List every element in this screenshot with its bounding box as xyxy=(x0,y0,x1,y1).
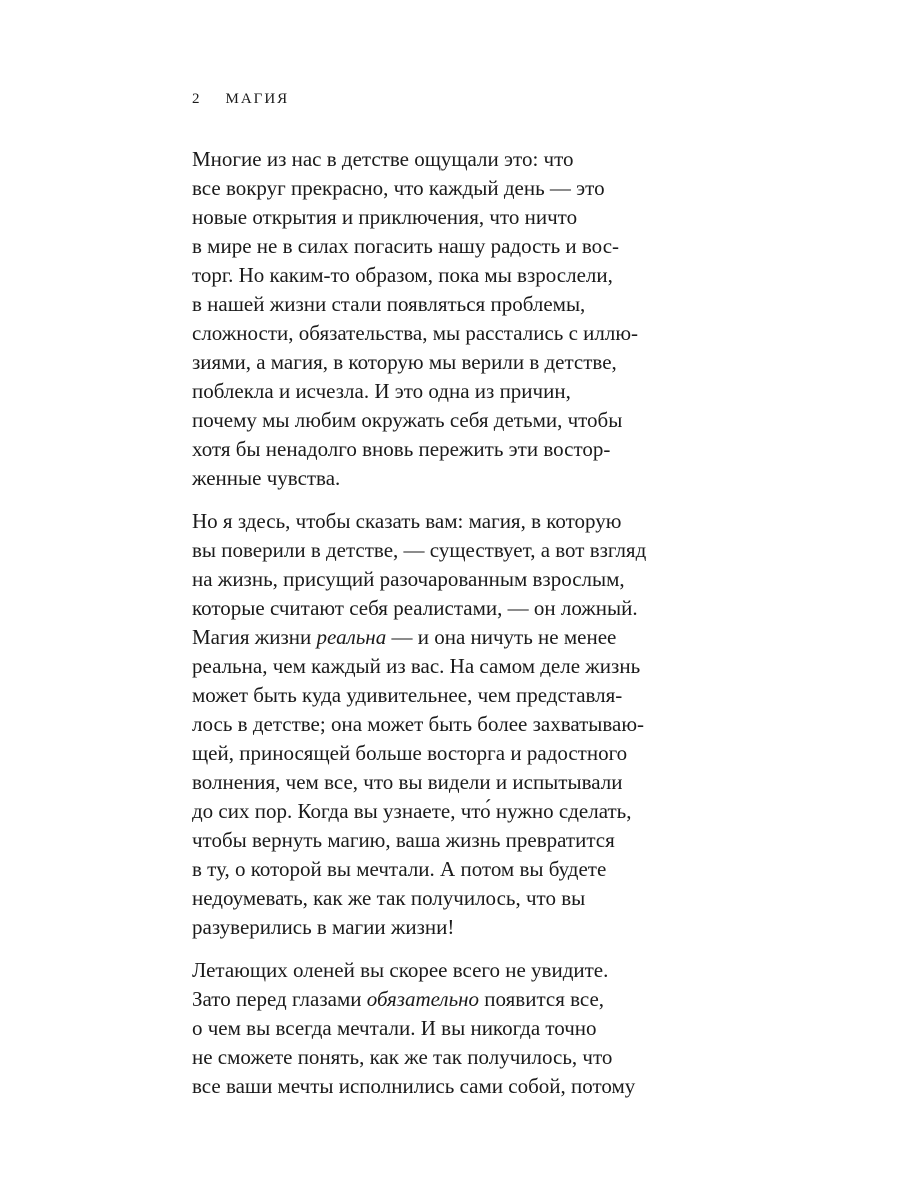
running-head xyxy=(192,88,289,110)
chapter-title: МАГИЯ xyxy=(225,91,290,107)
paragraph xyxy=(192,507,712,942)
page-number: 2 xyxy=(192,91,202,107)
text-line: торг. Но каким-то образом, пока мы взрослели, xyxy=(192,263,613,287)
text-line: лось в детстве; она может быть более захватываю- xyxy=(192,712,645,736)
text-line: чтобы вернуть магию, ваша жизнь превратится xyxy=(192,828,615,852)
text-line: разуверились в магии жизни! xyxy=(192,915,455,939)
paragraph xyxy=(192,956,712,1101)
emphasis-text: реальна xyxy=(316,625,387,649)
text-line: не сможете понять, как же так получилось, что xyxy=(192,1045,613,1069)
text-line: Но я здесь, чтобы сказать вам: магия, в которую xyxy=(192,509,622,533)
text-line: которые считают себя реалистами, — он ложный. xyxy=(192,596,638,620)
emphasis-text: обязательно xyxy=(366,987,480,1011)
text-line: все ваши мечты исполнились сами собой, потому xyxy=(192,1074,636,1098)
text-line: на жизнь, присущий разочарованным взрослым, xyxy=(192,567,625,591)
text-line: сложности, обязательства, мы расстались с иллю- xyxy=(192,321,639,345)
text-run: Зато перед глазами xyxy=(192,987,367,1011)
text-line: Многие из нас в детстве ощущали это: что xyxy=(192,147,574,171)
body-text xyxy=(192,145,712,1115)
text-run: — и она ничуть не менее xyxy=(386,625,617,649)
text-line: до сих пор. Когда вы узнаете, что́ нужно сделать, xyxy=(192,799,632,823)
text-line: зиями, а магия, в которую мы верили в детстве, xyxy=(192,350,617,374)
text-line: в ту, о которой вы мечтали. А потом вы будете xyxy=(192,857,607,881)
text-line: вы поверили в детстве, — существует, а вот взгляд xyxy=(192,538,647,562)
text-line: поблекла и исчезла. И это одна из причин, xyxy=(192,379,571,403)
text-line: хотя бы ненадолго вновь пережить эти востор- xyxy=(192,437,611,461)
text-line: женные чувства. xyxy=(192,466,341,490)
text-line: о чем вы всегда мечтали. И вы никогда точно xyxy=(192,1016,597,1040)
text-line: недоумевать, как же так получилось, что вы xyxy=(192,886,586,910)
text-line: волнения, чем все, что вы видели и испытывали xyxy=(192,770,623,794)
text-line: все вокруг прекрасно, что каждый день — это xyxy=(192,176,605,200)
text-line: реальна, чем каждый из вас. На самом деле жизнь xyxy=(192,654,641,678)
text-line: новые открытия и приключения, что ничто xyxy=(192,205,578,229)
text-line: Летающих оленей вы скорее всего не увидите. xyxy=(192,958,609,982)
text-line: почему мы любим окружать себя детьми, чтобы xyxy=(192,408,623,432)
text-line: может быть куда удивительнее, чем представля- xyxy=(192,683,623,707)
paragraph xyxy=(192,145,712,493)
text-line: щей, приносящей больше восторга и радостного xyxy=(192,741,628,765)
text-line: в нашей жизни стали появляться проблемы, xyxy=(192,292,586,316)
text-line xyxy=(192,985,712,1014)
text-run: появится все, xyxy=(479,987,605,1011)
text-run: Магия жизни xyxy=(192,625,317,649)
text-line xyxy=(192,623,712,652)
text-line: в мире не в силах погасить нашу радость и вос- xyxy=(192,234,620,258)
